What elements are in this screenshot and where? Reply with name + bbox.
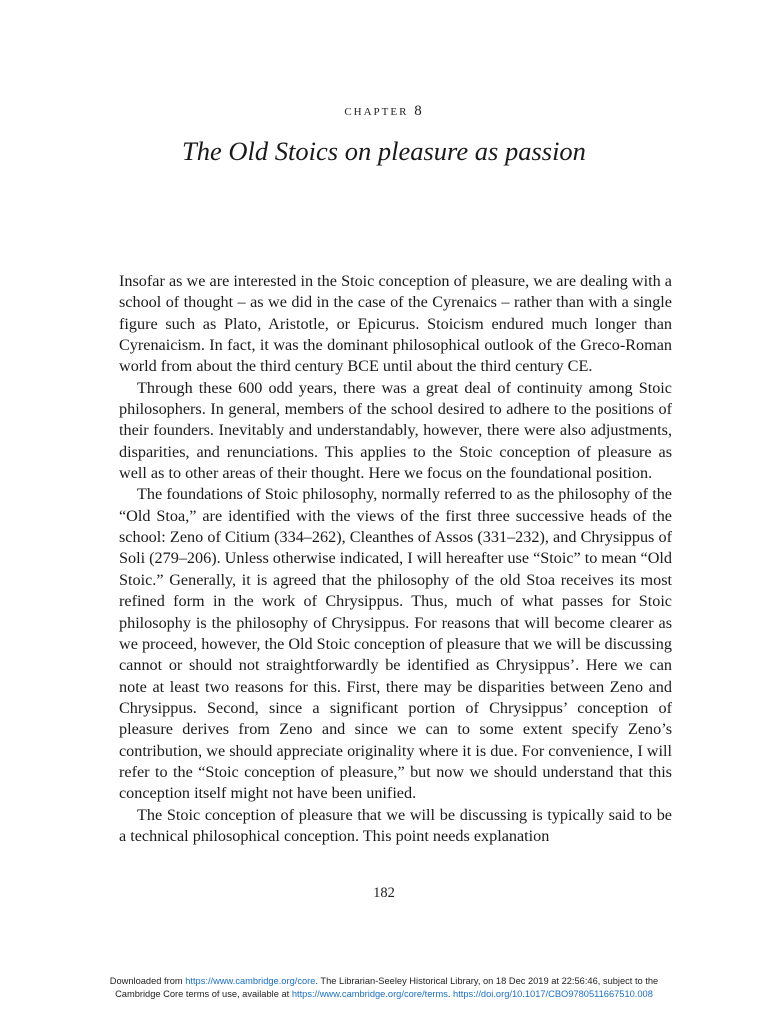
terms-link[interactable]: https://www.cambridge.org/core/terms [291, 989, 448, 999]
chapter-title: The Old Stoics on pleasure as passion [182, 136, 586, 166]
chapter-label [0, 102, 768, 120]
footer-text: . The Librarian-Seeley Historical Library, on 18 Dec 2019 at 22:56:46, subject to the [315, 976, 659, 986]
footer-line-2 [0, 988, 768, 1001]
download-footer [0, 975, 768, 1001]
doi-link[interactable]: https://doi.org/10.1017/CBO9780511667510.008 [453, 989, 653, 999]
paragraph: The foundations of Stoic philosophy, normally referred to as the philosophy of the “Old Stoa,” are identified with the views of the first three successive heads of the school: Zeno of Citium (334–262), Cleanthes of Assos (331–232), and Chrysippus of Soli (279–206). Unless otherwise indicated, I will hereafter use “Stoic” to mean “Old Stoic.” Generally, it is agreed that the philosophy of the old Stoa receives its most refined form in the work of Chrysippus. Thus, much of what passes for Stoic philosophy is the philosophy of Chrysippus. For reasons that will become clearer as we proceed, however, the Old Stoic conception of pleasure that we will be discussing cannot or should not straightforwardly be identified as Chrysippus’. Here we can note at least two reasons for this. First, there may be disparities between Zeno and Chrysippus. Second, since a significant portion of Chrysippus’ conception of pleasure derives from Zeno and since we can to some extent specify Zeno’s contribution, we should appreciate originality where it is due. For convenience, I will refer to the “Stoic conception of pleasure,” but now we should understand that this conception itself might not have been unified. [119, 485, 672, 803]
footer-line-1 [0, 975, 768, 988]
chapter-word: chapter [344, 102, 409, 119]
paragraph: Through these 600 odd years, there was a great deal of continuity among Stoic philosophers. In general, members of the school desired to adhere to the positions of their founders. Inevitably and understandably, however, there were also adjustments, disparities, and renunciations. This applies to the Stoic conception of pleasure as well as to other areas of their thought. Here we focus on the foundational position. [119, 378, 672, 483]
chapter-number: 8 [414, 103, 424, 119]
footer-separator: . [447, 989, 454, 999]
footer-text: Cambridge Core terms of use, available at [115, 989, 292, 999]
footer-text: Downloaded from [109, 976, 186, 986]
page-number: 182 [373, 885, 395, 901]
paragraph: Insofar as we are interested in the Stoic conception of pleasure, we are dealing with a school of thought – as we did in the case of the Cyrenaics – rather than with a single figure such as Plato, Aristotle, or Epicurus. Stoicism endured much longer than Cyrenaicism. In fact, it was the dominant philosophical outlook of the Greco-Roman world from about the third century BCE until about the third century CE. [119, 272, 672, 376]
paragraph: The Stoic conception of pleasure that we will be discussing is typically said to be a technical philosophical conception. This point needs explanation [119, 805, 672, 845]
cambridge-core-link[interactable]: https://www.cambridge.org/core [185, 976, 316, 986]
body-text [119, 271, 672, 847]
